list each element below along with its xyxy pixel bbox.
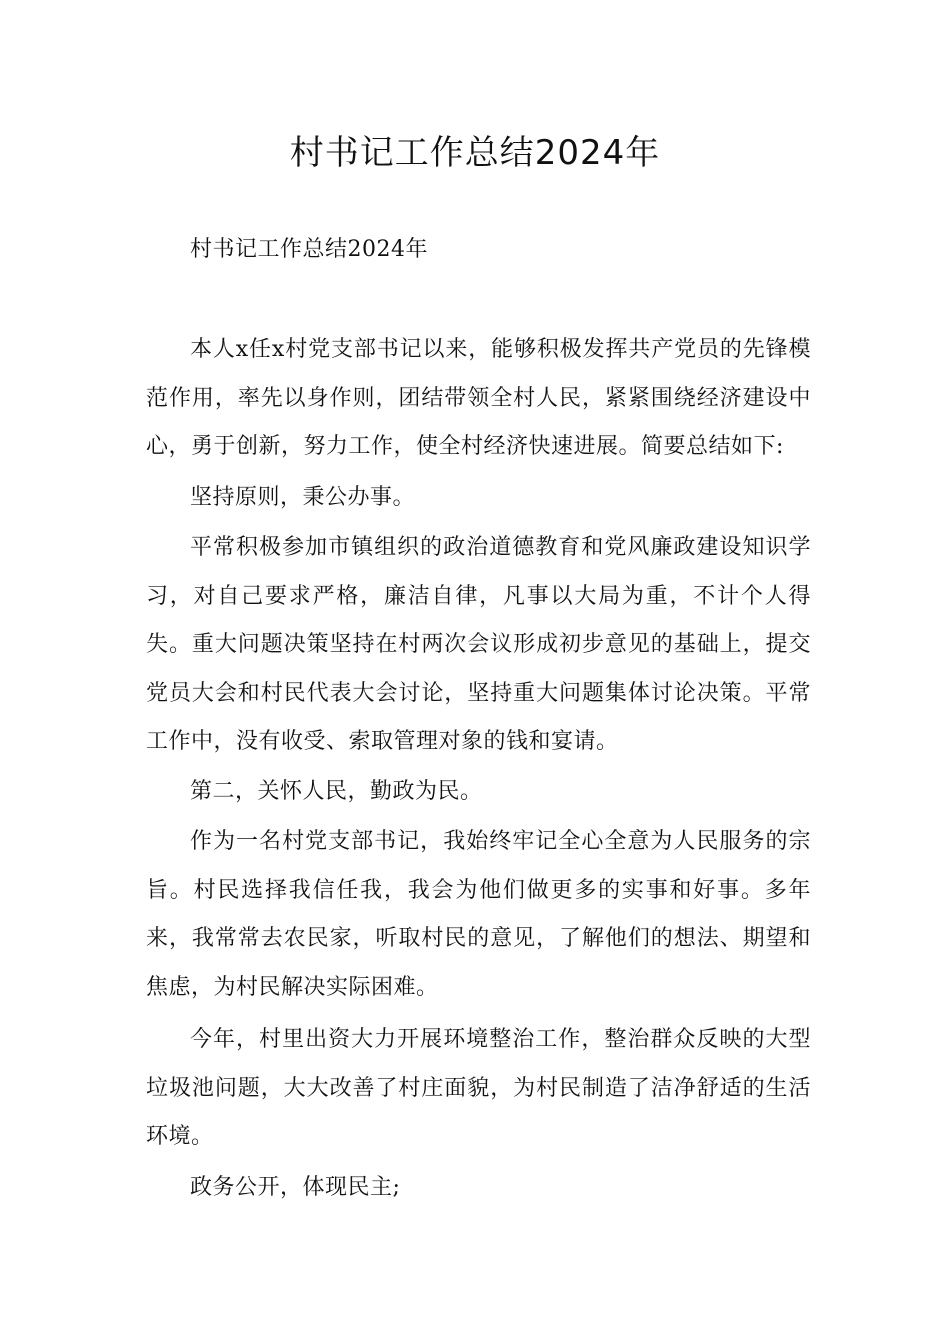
heading-principle: 坚持原则，秉公办事。 xyxy=(190,485,416,510)
heading-open-affairs: 政务公开，体现民主; xyxy=(190,1175,401,1200)
heading-care-for-people: 第二，关怀人民，勤政为民。 xyxy=(190,779,483,804)
document-title: 村书记工作总结2024年 xyxy=(289,133,661,173)
document-subtitle: 村书记工作总结2024年 xyxy=(190,237,428,262)
paragraph-principle: 平常积极参加市镇组织的政治道德教育和党风廉政建设知识学习，对自己要求严格，廉洁自律，凡事以大局为重，不计个人得失。重大问题决策坚持在村两次会议形成初步意见的基础上，提交党员大会和村民代表大会讨论，坚持重大问题集体讨论决策。平常工作中，没有收受、索取管理对象的钱和宴请。 xyxy=(146,535,811,754)
paragraph-environment: 今年，村里出资大力开展环境整治工作，整治群众反映的大型垃圾池问题，大大改善了村庄面貌，为村民制造了洁净舒适的生活环境。 xyxy=(146,1027,811,1149)
paragraph-intro: 本人x任x村党支部书记以来，能够积极发挥共产党员的先锋模范作用，率先以身作则，团结带领全村人民，紧紧围绕经济建设中心，勇于创新，努力工作，使全村经济快速进展。简要总结如下: xyxy=(146,337,811,459)
paragraph-care-for-people: 作为一名村党支部书记，我始终牢记全心全意为人民服务的宗旨。村民选择我信任我，我会为他们做更多的实事和好事。多年来，我常常去农民家，听取村民的意见，了解他们的想法、期望和焦虑，为村民解决实际困难。 xyxy=(146,829,811,1000)
